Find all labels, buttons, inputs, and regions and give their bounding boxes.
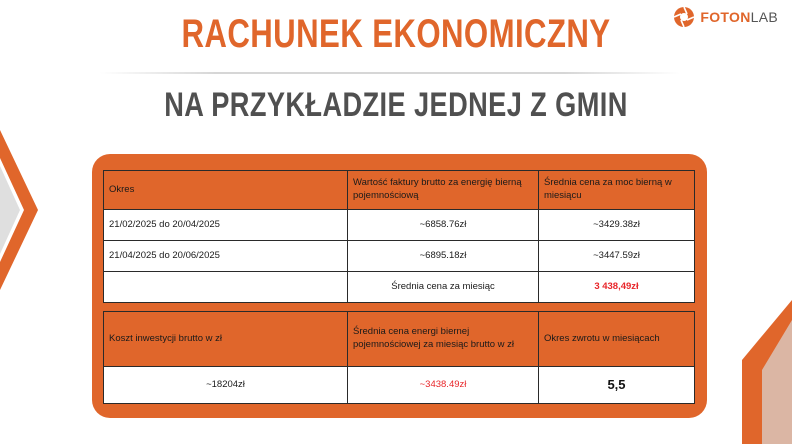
payback-period-value: 5,5	[539, 367, 694, 403]
table-cell: ~6895.18zł	[348, 241, 538, 271]
page-title: RACHUNEK EKONOMICZNY	[181, 12, 611, 56]
right-corner-decoration	[732, 300, 792, 444]
average-price-value: ~3438.49zł	[348, 367, 538, 403]
invoice-table	[103, 170, 695, 303]
left-chevron-decoration	[0, 130, 40, 290]
table-cell: ~3429.38zł	[539, 210, 694, 240]
table-cell: 21/04/2025 do 20/06/2025	[104, 241, 347, 271]
table-header-cell: Średnia cena za moc bierną w miesiącu	[539, 171, 694, 209]
table-header-cell: Wartość faktury brutto za energię bierną pojemnościową	[348, 171, 538, 209]
table-header-cell: Koszt inwestycji brutto w zł	[104, 312, 347, 366]
summary-label: Średnia cena za miesiąc	[348, 272, 538, 302]
payback-table	[103, 311, 695, 404]
table-cell-empty	[104, 272, 347, 302]
table-cell: ~3447.59zł	[539, 241, 694, 271]
logo-text: FOTONLAB	[700, 9, 778, 25]
table-header-cell: Okres	[104, 171, 347, 209]
table-header-cell: Średnia cena energi biernej pojemnościowej za miesiąc brutto w zł	[348, 312, 538, 366]
table-cell: ~6858.76zł	[348, 210, 538, 240]
table-header-cell: Okres zwrotu w miesiącach	[539, 312, 694, 366]
investment-cost-value: ~18204zł	[104, 367, 347, 403]
page-subtitle: NA PRZYKŁADZIE JEDNEJ Z GMIN	[164, 86, 628, 124]
summary-value: 3 438,49zł	[539, 272, 694, 302]
table-cell: 21/02/2025 do 20/04/2025	[104, 210, 347, 240]
title-divider	[100, 72, 680, 74]
